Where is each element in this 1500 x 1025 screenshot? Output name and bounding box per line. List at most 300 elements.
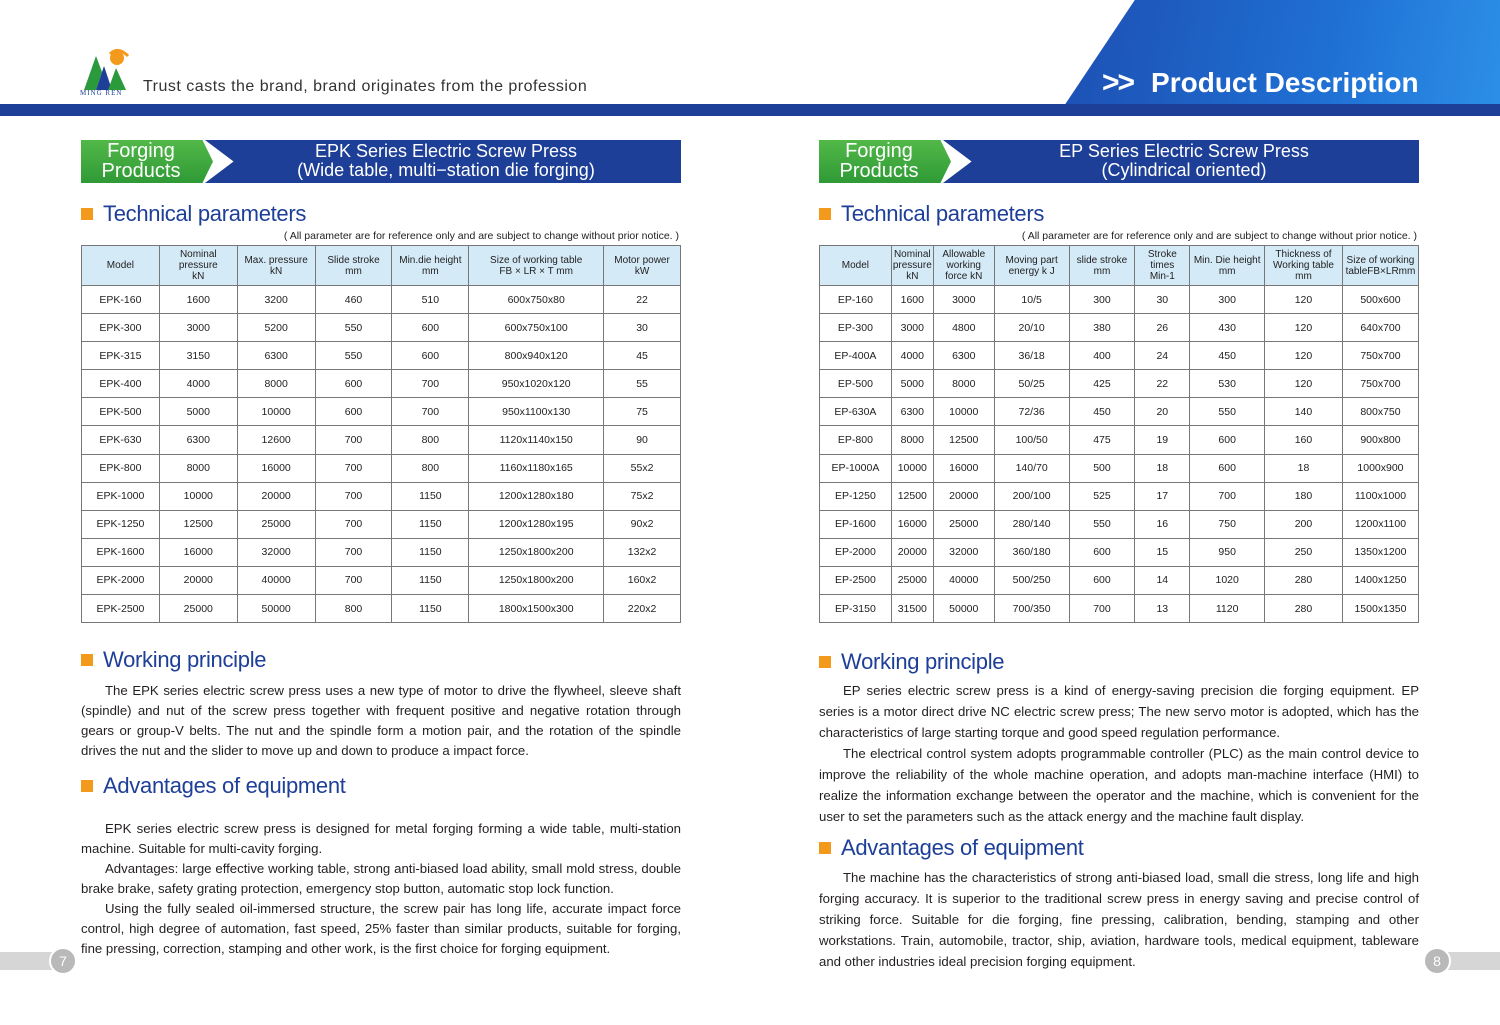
table-row <box>82 286 681 314</box>
table-cell: 16000 <box>237 454 315 482</box>
column-header-line: Stroke <box>1147 249 1177 260</box>
advantages-paragraph: EPK series electric screw press is designed for metal forging forming a wide table, multi-station machine. Suitable for multi-cavity forging. <box>81 821 681 857</box>
table-cell: 360/180 <box>994 538 1069 566</box>
left-page <box>81 140 681 959</box>
heading-text: Working principle <box>103 647 267 673</box>
table-cell: 14 <box>1135 566 1190 594</box>
table-row <box>82 342 681 370</box>
category-line1: Forging <box>845 140 913 162</box>
table-cell: 17 <box>1135 482 1190 510</box>
table-cell: 25000 <box>159 595 237 623</box>
table-cell: 640x700 <box>1342 314 1418 342</box>
table-cell: 75x2 <box>604 482 681 510</box>
series-title: EP Series Electric Screw Press <box>1059 141 1309 161</box>
column-header <box>237 246 315 286</box>
heading-text: Technical parameters <box>103 201 307 226</box>
table-cell: 700 <box>315 482 392 510</box>
table-cell: 950x1100x130 <box>469 398 604 426</box>
table-cell: 475 <box>1069 426 1135 454</box>
table-cell: 450 <box>1069 398 1135 426</box>
table-cell: 8000 <box>933 370 994 398</box>
advantages-heading <box>81 773 681 799</box>
category-line2: Products <box>839 160 919 182</box>
category-line2: Products <box>101 160 181 182</box>
table-cell: 600 <box>315 398 392 426</box>
table-cell: 3000 <box>933 286 994 314</box>
table-cell: 530 <box>1190 370 1265 398</box>
column-header-line: Working table <box>1273 260 1334 271</box>
category-label <box>81 140 201 183</box>
column-header-line: mm <box>345 265 362 277</box>
table-cell: 950 <box>1190 538 1265 566</box>
table-cell: 20 <box>1135 398 1190 426</box>
table-cell: 16 <box>1135 510 1190 538</box>
table-cell: 30 <box>604 314 681 342</box>
table-cell: 72/36 <box>994 398 1069 426</box>
table-cell: 220x2 <box>604 595 681 623</box>
table-cell: EP-2000 <box>820 538 892 566</box>
table-cell: 10000 <box>891 454 933 482</box>
column-header-line: Min. Die height <box>1193 254 1261 266</box>
table-cell: 30 <box>1135 286 1190 314</box>
table-cell: EP-3150 <box>820 595 892 623</box>
table-cell: 24 <box>1135 342 1190 370</box>
table-cell: 1250x1800x200 <box>469 538 604 566</box>
table-cell: 6300 <box>159 426 237 454</box>
table-cell: 36/18 <box>994 342 1069 370</box>
table-cell: 140 <box>1265 398 1343 426</box>
table-cell: 1350x1200 <box>1342 538 1418 566</box>
table-cell: 600 <box>392 314 469 342</box>
column-header-line: mm <box>1295 271 1312 282</box>
table-cell: 45 <box>604 342 681 370</box>
table-cell: 160 <box>1265 426 1343 454</box>
table-cell: 22 <box>1135 370 1190 398</box>
table-cell: 40000 <box>237 566 315 594</box>
table-cell: EPK-1250 <box>82 510 160 538</box>
advantages-heading <box>819 835 1419 861</box>
table-cell: 18 <box>1265 454 1343 482</box>
table-cell: 800 <box>392 426 469 454</box>
series-subtitle: (Cylindrical oriented) <box>1101 160 1267 180</box>
table-cell: 3000 <box>891 314 933 342</box>
table-cell: 900x800 <box>1342 426 1418 454</box>
heading-text: Advantages of equipment <box>841 835 1084 861</box>
table-cell: 300 <box>1190 286 1265 314</box>
table-cell: 550 <box>1190 398 1265 426</box>
working-principle-paragraph: EP series electric screw press is a kind of energy-saving precision die forging equipment. EP series is a motor direct drive NC electric screw press; The new servo motor is adopted, which has the characteristics of large starting torque and good speed regulation performance. <box>819 683 1419 741</box>
table-cell: 1250x1800x200 <box>469 566 604 594</box>
working-principle-heading <box>819 649 1419 675</box>
table-cell: 8000 <box>237 370 315 398</box>
table-row <box>820 538 1419 566</box>
table-row <box>820 426 1419 454</box>
column-header-line: Nominal <box>893 249 931 260</box>
column-header-line: Min.die height <box>399 254 462 266</box>
table-row <box>82 510 681 538</box>
table-cell: 3200 <box>237 286 315 314</box>
table-cell: 6300 <box>891 398 933 426</box>
column-header-line: Moving part <box>1005 254 1058 266</box>
table-cell: 800 <box>392 454 469 482</box>
table-cell: 16000 <box>159 538 237 566</box>
heading-text: Advantages of equipment <box>103 773 346 799</box>
table-cell: 700 <box>1069 595 1135 623</box>
table-cell: EPK-2000 <box>82 566 160 594</box>
table-cell: 1150 <box>392 482 469 510</box>
right-page <box>819 140 1419 972</box>
table-cell: 200/100 <box>994 482 1069 510</box>
table-cell: 700 <box>315 538 392 566</box>
table-cell: EPK-2500 <box>82 595 160 623</box>
page-number-left: 7 <box>49 947 77 975</box>
table-cell: 10000 <box>237 398 315 426</box>
column-header-line: Max. pressure <box>244 254 308 266</box>
table-cell: 4000 <box>159 370 237 398</box>
table-cell: 750x700 <box>1342 370 1418 398</box>
table-cell: 200 <box>1265 510 1343 538</box>
heading-text: Technical parameters <box>841 201 1045 226</box>
table-cell: 12600 <box>237 426 315 454</box>
column-header <box>1135 246 1190 286</box>
table-cell: 90x2 <box>604 510 681 538</box>
table-cell: EPK-400 <box>82 370 160 398</box>
column-header-line: Thickness of <box>1275 249 1332 260</box>
series-subtitle: (Wide table, multi−station die forging) <box>297 160 595 180</box>
table-cell: 500 <box>1069 454 1135 482</box>
table-cell: 600 <box>392 342 469 370</box>
table-row <box>82 426 681 454</box>
column-header <box>315 246 392 286</box>
column-header-line: Size of working table <box>490 254 583 266</box>
column-header-line: pressure <box>892 260 932 271</box>
table-row <box>820 314 1419 342</box>
table-cell: 25000 <box>237 510 315 538</box>
table-cell: 800x750 <box>1342 398 1418 426</box>
column-header-line: Model <box>106 260 135 271</box>
table-cell: 10000 <box>933 398 994 426</box>
column-header-line: Nominal pressure <box>178 249 218 271</box>
orange-square-icon <box>81 208 93 220</box>
table-cell: 1160x1180x165 <box>469 454 604 482</box>
orange-square-icon <box>81 654 93 666</box>
table-cell: 16000 <box>891 510 933 538</box>
table-cell: 280 <box>1265 566 1343 594</box>
table-cell: 32000 <box>933 538 994 566</box>
table-cell: 600 <box>1069 538 1135 566</box>
page-header <box>0 0 1500 120</box>
table-cell: 280/140 <box>994 510 1069 538</box>
column-header <box>1190 246 1265 286</box>
table-cell: 12500 <box>933 426 994 454</box>
table-cell: 1500x1350 <box>1342 595 1418 623</box>
table-cell: 12500 <box>891 482 933 510</box>
table-cell: 3000 <box>159 314 237 342</box>
table-cell: 10/5 <box>994 286 1069 314</box>
table-cell: 1100x1000 <box>1342 482 1418 510</box>
table-cell: 6300 <box>237 342 315 370</box>
table-cell: 700/350 <box>994 595 1069 623</box>
table-cell: EP-500 <box>820 370 892 398</box>
table-cell: EPK-1600 <box>82 538 160 566</box>
table-row <box>82 538 681 566</box>
table-cell: 1600 <box>159 286 237 314</box>
table-cell: 500/250 <box>994 566 1069 594</box>
table-cell: 132x2 <box>604 538 681 566</box>
table-cell: EP-800 <box>820 426 892 454</box>
category-label <box>819 140 939 183</box>
series-title-block <box>211 142 681 180</box>
table-row <box>820 454 1419 482</box>
table-cell: 600 <box>315 370 392 398</box>
column-header <box>820 246 892 286</box>
table-cell: EP-1250 <box>820 482 892 510</box>
table-cell: 525 <box>1069 482 1135 510</box>
column-header-line: Slide stroke <box>327 254 380 266</box>
table-cell: 5200 <box>237 314 315 342</box>
table-cell: 700 <box>315 454 392 482</box>
table-cell: 6300 <box>933 342 994 370</box>
table-row <box>82 595 681 623</box>
table-cell: 1200x1100 <box>1342 510 1418 538</box>
table-cell: 8000 <box>891 426 933 454</box>
header-bar <box>0 104 1500 116</box>
table-row <box>82 482 681 510</box>
table-cell: 3150 <box>159 342 237 370</box>
table-cell: 55x2 <box>604 454 681 482</box>
table-cell: 1200x1280x195 <box>469 510 604 538</box>
table-cell: 1020 <box>1190 566 1265 594</box>
table-cell: 280 <box>1265 595 1343 623</box>
table-cell: 300 <box>1069 286 1135 314</box>
column-header <box>994 246 1069 286</box>
table-cell: 26 <box>1135 314 1190 342</box>
tagline: Trust casts the brand, brand originates from the profession <box>143 78 588 95</box>
table-cell: 12500 <box>159 510 237 538</box>
table-cell: 510 <box>392 286 469 314</box>
table-cell: 55 <box>604 370 681 398</box>
column-header <box>891 246 933 286</box>
column-header <box>392 246 469 286</box>
table-row <box>820 286 1419 314</box>
table-cell: 700 <box>1190 482 1265 510</box>
table-cell: 120 <box>1265 370 1343 398</box>
table-cell: 50000 <box>933 595 994 623</box>
tech-params-heading <box>819 201 1419 227</box>
column-header-line: force kN <box>945 271 983 282</box>
table-row <box>820 398 1419 426</box>
column-header-line: times <box>1150 260 1175 271</box>
table-cell: 1600 <box>891 286 933 314</box>
series-title-block <box>949 142 1419 180</box>
table-row <box>82 370 681 398</box>
table-cell: 32000 <box>237 538 315 566</box>
table-cell: 700 <box>392 398 469 426</box>
double-arrow-icon: >> <box>1102 66 1134 99</box>
column-header <box>469 246 604 286</box>
table-cell: 140/70 <box>994 454 1069 482</box>
table-cell: 1000x900 <box>1342 454 1418 482</box>
table-cell: 380 <box>1069 314 1135 342</box>
table-cell: 120 <box>1265 342 1343 370</box>
table-cell: 16000 <box>933 454 994 482</box>
table-cell: 1150 <box>392 538 469 566</box>
table-cell: 600x750x80 <box>469 286 604 314</box>
category-line1: Forging <box>107 140 175 162</box>
table-cell: EP-630A <box>820 398 892 426</box>
column-header-line: Model <box>841 260 870 271</box>
table-cell: 550 <box>315 342 392 370</box>
table-cell: 600x750x100 <box>469 314 604 342</box>
table-header-row <box>82 246 681 286</box>
table-cell: 1800x1500x300 <box>469 595 604 623</box>
table-cell: 1400x1250 <box>1342 566 1418 594</box>
working-principle-paragraph: The electrical control system adopts programmable controller (PLC) as the main control device to improve the reliability of the whole machine operation, and adopts man-machine interface (HMI) to realize the information exchange between the operator and the machine, which is convenient for the user to set the parameters such as the attack energy and the machine fault display. <box>819 746 1419 825</box>
table-cell: EP-1600 <box>820 510 892 538</box>
table-cell: 13 <box>1135 595 1190 623</box>
table-cell: 22 <box>604 286 681 314</box>
column-header-line: Motor power <box>614 254 670 266</box>
table-cell: 800 <box>315 595 392 623</box>
page-number-right: 8 <box>1423 947 1451 975</box>
table-cell: 700 <box>315 510 392 538</box>
column-header-line: Allowable <box>942 249 986 260</box>
table-row <box>82 314 681 342</box>
column-header-line: mm <box>1218 265 1236 277</box>
table-cell: 750x700 <box>1342 342 1418 370</box>
table-cell: 180 <box>1265 482 1343 510</box>
table-cell: 250 <box>1265 538 1343 566</box>
table-cell: EPK-1000 <box>82 482 160 510</box>
table-row <box>820 342 1419 370</box>
table-cell: 18 <box>1135 454 1190 482</box>
table-cell: 20/10 <box>994 314 1069 342</box>
table-cell: 1120x1140x150 <box>469 426 604 454</box>
table-cell: 8000 <box>159 454 237 482</box>
table-cell: EP-300 <box>820 314 892 342</box>
advantages-paragraph: Advantages: large effective working table, strong anti-biased load ability, small mold stress, double brake brake, safety grating protection, emergency stop button, automatic stop lock function. <box>81 861 681 897</box>
table-cell: 20000 <box>891 538 933 566</box>
table-cell: 5000 <box>159 398 237 426</box>
table-cell: 550 <box>1069 510 1135 538</box>
working-principle-heading <box>81 647 681 673</box>
table-row <box>820 482 1419 510</box>
epk-banner <box>81 140 681 183</box>
table-cell: 1150 <box>392 566 469 594</box>
table-cell: EPK-315 <box>82 342 160 370</box>
working-principle-text: The EPK series electric screw press uses a new type of motor to drive the flywheel, sleeve shaft (spindle) and nut of the screw press together with frequent positive and negative rotation through gears or group-V belts. The nut and the spindle form a motion pair, and the rotation of the spindle drives the nut and the slider to move up and down to produce a impact force. <box>81 683 681 759</box>
table-row <box>820 566 1419 594</box>
table-cell: 550 <box>315 314 392 342</box>
table-cell: 1150 <box>392 595 469 623</box>
table-cell: EP-1000A <box>820 454 892 482</box>
table-cell: 600 <box>1069 566 1135 594</box>
table-cell: 700 <box>392 370 469 398</box>
table-cell: 120 <box>1265 314 1343 342</box>
table-cell: 430 <box>1190 314 1265 342</box>
table-cell: 15 <box>1135 538 1190 566</box>
table-cell: EP-2500 <box>820 566 892 594</box>
orange-square-icon <box>819 208 831 220</box>
column-header-line: Size of working <box>1346 254 1415 266</box>
orange-square-icon <box>819 842 831 854</box>
table-row <box>82 454 681 482</box>
section-title: Product Description <box>1151 67 1419 98</box>
table-cell: 160x2 <box>604 566 681 594</box>
table-cell: 750 <box>1190 510 1265 538</box>
table-cell: 450 <box>1190 342 1265 370</box>
column-header-line: kN <box>906 271 919 282</box>
ep-params-table <box>819 245 1419 623</box>
table-cell: 20000 <box>159 566 237 594</box>
table-cell: 500x600 <box>1342 286 1418 314</box>
table-cell: 75 <box>604 398 681 426</box>
table-cell: 950x1020x120 <box>469 370 604 398</box>
table-cell: EPK-300 <box>82 314 160 342</box>
table-row <box>820 595 1419 623</box>
product-description-title <box>1102 66 1419 100</box>
table-cell: 4000 <box>891 342 933 370</box>
table-cell: 425 <box>1069 370 1135 398</box>
column-header <box>1265 246 1343 286</box>
column-header <box>82 246 160 286</box>
table-cell: 5000 <box>891 370 933 398</box>
table-cell: EP-400A <box>820 342 892 370</box>
table-cell: 600 <box>1190 426 1265 454</box>
table-row <box>82 566 681 594</box>
column-header-line: working <box>946 260 981 271</box>
column-header-line: kN <box>270 265 283 277</box>
column-header-line: slide stroke <box>1076 254 1128 266</box>
table-cell: 50000 <box>237 595 315 623</box>
table-cell: 10000 <box>159 482 237 510</box>
table-cell: EPK-630 <box>82 426 160 454</box>
table-cell: 700 <box>315 566 392 594</box>
column-header-line: mm <box>422 265 439 277</box>
table-cell: 700 <box>315 426 392 454</box>
table-cell: 1200x1280x180 <box>469 482 604 510</box>
tech-params-heading <box>81 201 681 227</box>
table-cell: 1150 <box>392 510 469 538</box>
table-cell: 20000 <box>933 482 994 510</box>
table-cell: 20000 <box>237 482 315 510</box>
table-cell: 460 <box>315 286 392 314</box>
table-row <box>82 398 681 426</box>
orange-square-icon <box>81 780 93 792</box>
column-header <box>159 246 237 286</box>
table-cell: 120 <box>1265 286 1343 314</box>
table-row <box>820 370 1419 398</box>
table-cell: 4800 <box>933 314 994 342</box>
table-row <box>820 510 1419 538</box>
table-cell: 100/50 <box>994 426 1069 454</box>
table-cell: 1120 <box>1190 595 1265 623</box>
table-cell: 31500 <box>891 595 933 623</box>
table-cell: 19 <box>1135 426 1190 454</box>
table-cell: 50/25 <box>994 370 1069 398</box>
params-note: ( All parameter are for reference only and are subject to change without prior notice. ) <box>1021 230 1417 242</box>
table-cell: EPK-800 <box>82 454 160 482</box>
table-cell: 90 <box>604 426 681 454</box>
orange-square-icon <box>819 656 831 668</box>
table-cell: 400 <box>1069 342 1135 370</box>
logo-text: MING REN <box>80 89 123 97</box>
ep-banner <box>819 140 1419 183</box>
column-header-line: mm <box>1093 265 1111 277</box>
table-cell: EPK-160 <box>82 286 160 314</box>
table-cell: 25000 <box>933 510 994 538</box>
column-header-line: tableFB×LRmm <box>1345 265 1416 277</box>
